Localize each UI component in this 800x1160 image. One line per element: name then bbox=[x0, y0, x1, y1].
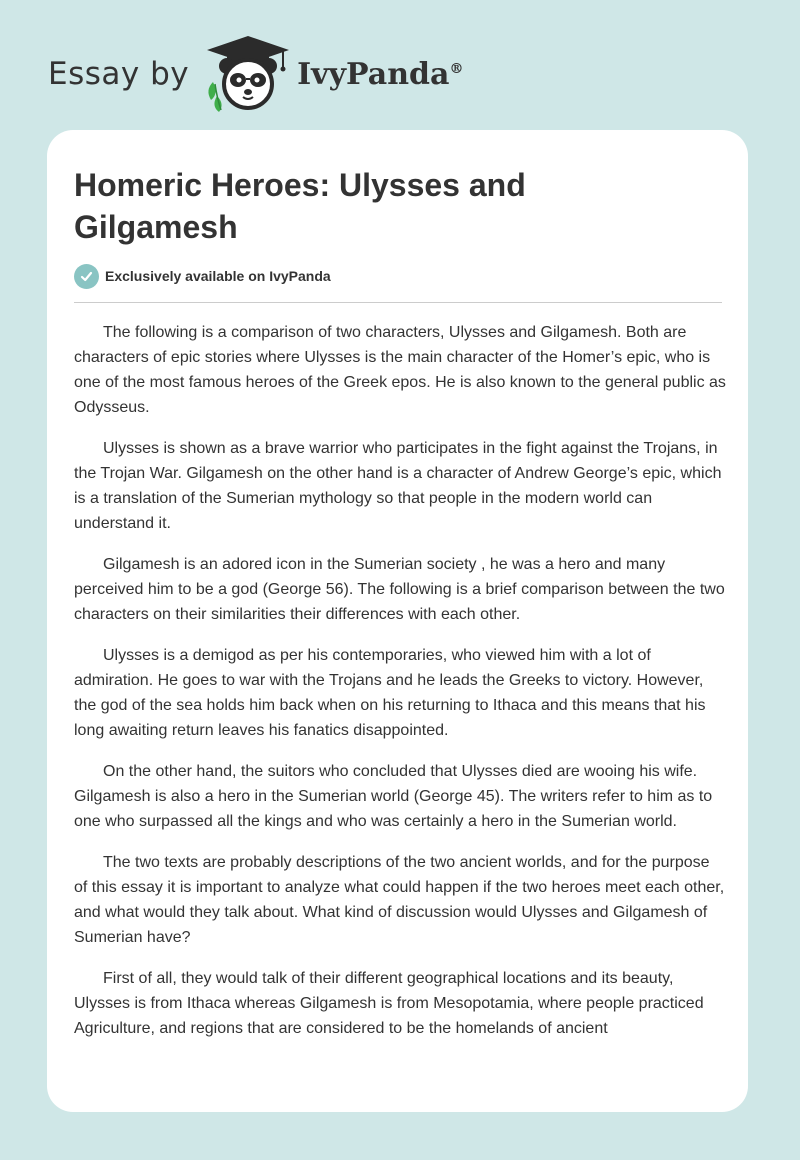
paragraph-6: The two texts are probably descriptions of the two ancient worlds, and for the purpose of this essay it is important to analyze what could happen if the two heroes meet each other, and what would they talk about. What kind of discussion would Ulysses and Gilgamesh of Sumerian have? bbox=[74, 854, 725, 946]
paragraph-4: Ulysses is a demigod as per his contemporaries, who viewed him with a lot of admiration. He goes to war with the Trojans and he leads the Greeks to victory. However, the god of the sea holds him back when on his returning to Ithaca and this means that his long awaiting return leaves his fanatics disappointed. bbox=[74, 647, 706, 739]
registered-mark: ® bbox=[449, 60, 464, 77]
essay-by-label: Essay by bbox=[48, 56, 190, 92]
divider bbox=[74, 302, 722, 303]
paragraph-7: First of all, they would talk of their different geographical locations and its beauty, Ulysses is from Ithaca whereas Gilgamesh is from Mesopotamia, where people practiced Agriculture, and regions that are considered to be the homelands of ancient bbox=[74, 970, 704, 1037]
brand-name: IvyPanda® bbox=[297, 56, 464, 92]
essay-card bbox=[47, 130, 748, 1112]
ivypanda-logo-link[interactable] bbox=[203, 34, 463, 114]
paragraph-5: On the other hand, the suitors who concluded that Ulysses died are wooing his wife. Gilgamesh is also a hero in the Sumerian world (George 45). The writers refer to him as to one who surpassed all the kings and who was certainly a hero in the Sumerian world. bbox=[74, 763, 713, 830]
exclusive-badge bbox=[74, 263, 331, 289]
paragraph-2: Ulysses is shown as a brave warrior who participates in the fight against the Trojans, in the Trojan War. Gilgamesh on the other hand is a character of Andrew George’s epic, which is a translation of the Sumerian mythology so that people in the modern world can understand it. bbox=[74, 440, 722, 532]
paragraph-1: The following is a comparison of two characters, Ulysses and Gilgamesh. Both are characters of epic stories where Ulysses is the main character of the Homer’s epic, who is one of the most famous heroes of the Greek epos. He is also known to the general public as Odysseus. bbox=[74, 324, 726, 416]
exclusive-label: Exclusively available on IvyPanda bbox=[105, 268, 331, 284]
site-header bbox=[48, 34, 463, 114]
essay-body bbox=[74, 320, 726, 1057]
paragraph-3: Gilgamesh is an adored icon in the Sumerian society , he was a hero and many perceived him to be a god (George 56). The following is a brief comparison between the two characters on their similarities their differences with each other. bbox=[74, 556, 725, 623]
panda-graduate-icon bbox=[203, 34, 293, 114]
page-title: Homeric Heroes: Ulysses and Gilgamesh bbox=[74, 167, 526, 245]
check-icon bbox=[74, 264, 99, 289]
